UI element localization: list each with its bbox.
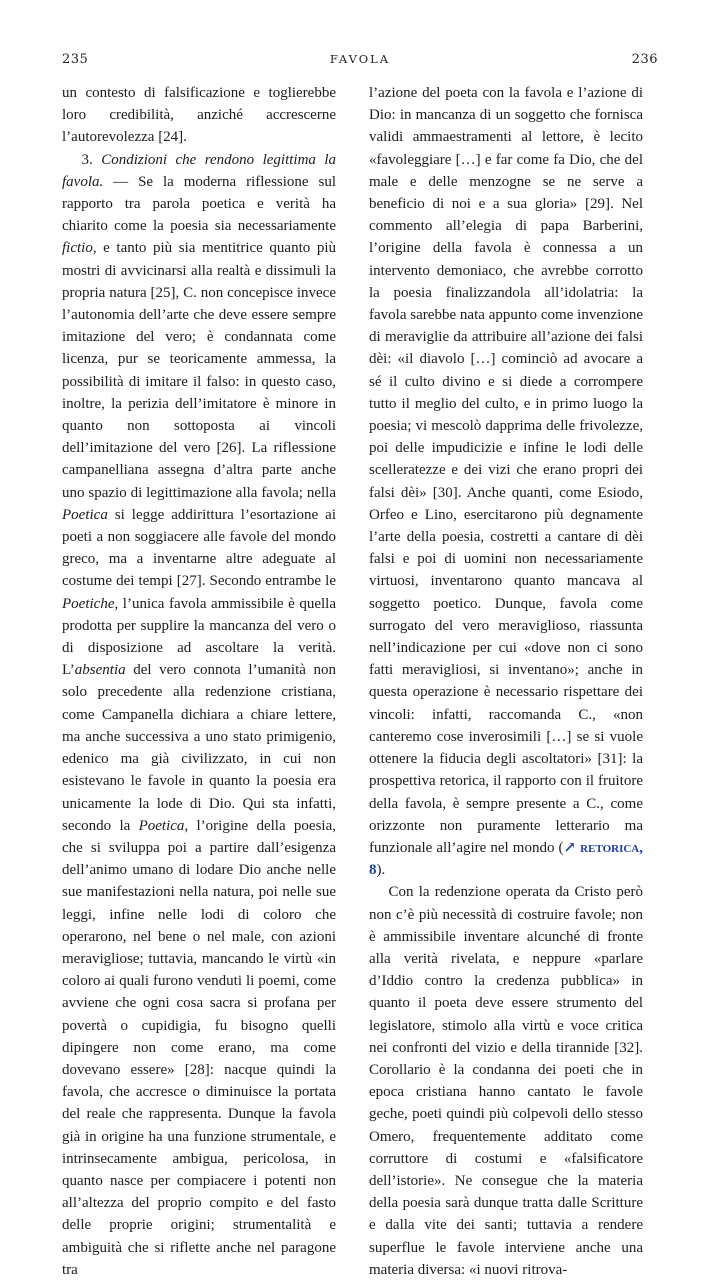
text-run: l’unica favola ammissibile è quella prodotta per supplire la mancanza del vero o di disposizione ad ascoltare la verità. L’: [62, 595, 336, 679]
paragraph-continued: [369, 82, 643, 881]
text-run: , e tanto più sia mentitrice quanto più mostri di avvicinarsi alla realtà e dissimuli la propria natura [25], C. non concepisce invece l’autonomia dell’arte che deve essere sempre imitazione del vero; è condannata come licenza, pur se teoricamente ammessa, la possibilità di imitare il falso: in questo caso, inoltre, la perizia dell’imitatore è minore in quanto non sottoposta ai vincoli dell’imitazione del vero [26]. La riflessione campanelliana assegna d’altra parte anche uno spazio di legittimazione alla favola; nella: [62, 240, 336, 501]
text-run: l’azione del poeta con la favola e l’azione di Dio: in mancanza di un soggetto che fornisca validi ammaestramenti al lettore, è lecito «favoleggiare […] e far come fa Dio, che del male e delle menzogne se ne serve a beneficio di noi e a sua gloria» [29]. Nel commento all’elegia di papa Barberini, l’origine della favola è connessa a un intervento demoniaco, che avrebbe corrotto la poesia finalizzandola all’idolatria: la favola sarebbe nata appunto come invenzione di meraviglie da attribuire all’azione dei falsi dèi: «il diavolo […] cominciò ad avocare a sé il culto divino e si diede a corrompere tutto il meglio del culto, e in primo luogo la poesia; vi mescolò dapprima delle frivolezze, poi delle impudicizie e infine le lodi delle scelleratezze e dei vizi che erano propri dei falsi dèi» [30]. Anche quanti, come Esiodo, Orfeo e Lino, esercitarono più degnamente l’arte della poesia, costretti a cantare di dèi falsi e poi di uomini non necessariamente virtuosi, inventarono quanto mancava al soggetto poetico. Dunque, favola come surrogato del vero meraviglioso, riassunta nell’indicazione per cui «dove non ci sono fatti meravigliosi, si inventano»; anche in questa operazione è necessario rispettare dei vincoli: infatti, raccomanda C., «non canteremo cose inverosimili […] se si vuole ottenere la fiducia degli ascoltatori» [31]: la prospettiva retorica, il rapporto con il fruitore della favola, è sempre presente a C., come orizzonte non puramente letterario ma funzionale all’agire nel mondo (: [369, 85, 643, 856]
text-run: del vero connota l’umanità non solo precedente alla redenzione cristiana, come Campanella dichiara a chiare lettere, ma anche successiva a uno stato primigenio, edenico ma già civilizzato, in cui non esistevano le favole in quanto la poesia era unicamente la lode di Dio. Qui sta infatti, secondo la: [62, 662, 336, 834]
emphasis: Poetiche,: [62, 595, 119, 612]
section-number: 3.: [81, 151, 93, 168]
cross-reference-link[interactable]: ↗ retorica, 8: [369, 839, 644, 879]
section-3-paragraph: [62, 149, 336, 1281]
text-run: — Se la moderna riflessione sul rapporto tra parola poetica e verità ha chiarito come la poesia sia necessariamente: [62, 173, 336, 235]
emphasis: absentia: [74, 662, 126, 679]
paragraph-continuation: un contesto di falsificazione e toglierebbe loro credibilità, anziché accrescerne l’autorevolezza [24].: [62, 85, 336, 146]
emphasis: Poetica: [138, 817, 185, 834]
paragraph-redemption: Con la redenzione operata da Cristo però non c’è più necessità di costruire favole; non è ammissibile inventare alcunché di fronte alla verità rivelata, e neppure «parlare d’Iddio contro la credenza pubblica» in quanto il poeta deve essere strumento del legislatore, stimolo alla virtù e voce critica nei confronti del vizio e della tirannide [32]. Corollario è la condanna dei poeti che in epoca cristiana hanno cantato le favole geche, poeti quindi più colpevoli dello stesso Omero, frequentemente additato come corruttore di costumi e «falsificatore dell’istorie». Ne consegue che la materia della poesia sarà dunque tratta dalle Scritture e dalla vite dei santi; tuttavia a rendere superflue le favole interviene anche una materia diversa: «i nuovi ritrova-: [369, 884, 643, 1278]
left-column: [62, 82, 336, 1281]
emphasis: Poetica: [62, 506, 108, 523]
running-header: [62, 52, 658, 72]
text-run: si legge addirittura l’esortazione ai poeti a non soggiacere alle favole del mondo greco, ma a inventarne altre adeguate al costume dei tempi [27]. Secondo entrambe le: [62, 506, 336, 590]
emphasis: fictio: [62, 240, 93, 257]
right-column: [369, 82, 643, 1281]
page-number-right: 236: [631, 52, 658, 67]
text-run: , l’origine della poesia, che si sviluppa poi a partire dall’esigenza dell’animo umano di lodare Dio anche nelle sue manifestazioni nella natura, poi nelle sue leggi, infine nelle lodi di coloro che operarono, nel bene o nel male, con azioni meravigliose; tuttavia, mancando le virtù «in coloro ai quali furono venduti li poemi, come avviene che ogni cosa sacra si profana per povertà o cupidigia, fu bisogno quelli dipingere non come erano, ma come dovevano essere» [28]: nacque quindi la favola, che accresce o diminuisce la portata del reale che rappresenta. Dunque la favola già in origine ha una funzione strumentale, e intrinsecamente ambigua, pericolosa, in quanto nasce per compiacere i potenti non all’altezza del proprio compito e del fasto delle proprie origini; strumentalità e ambiguità che si riflette anche nel paragone tra: [62, 817, 336, 1278]
page-number-left: 235: [62, 52, 89, 67]
running-title: FAVOLA: [329, 52, 391, 66]
text-run: ).: [376, 862, 386, 879]
section-title: Condizioni che rendono legittima la favola.: [62, 151, 337, 190]
